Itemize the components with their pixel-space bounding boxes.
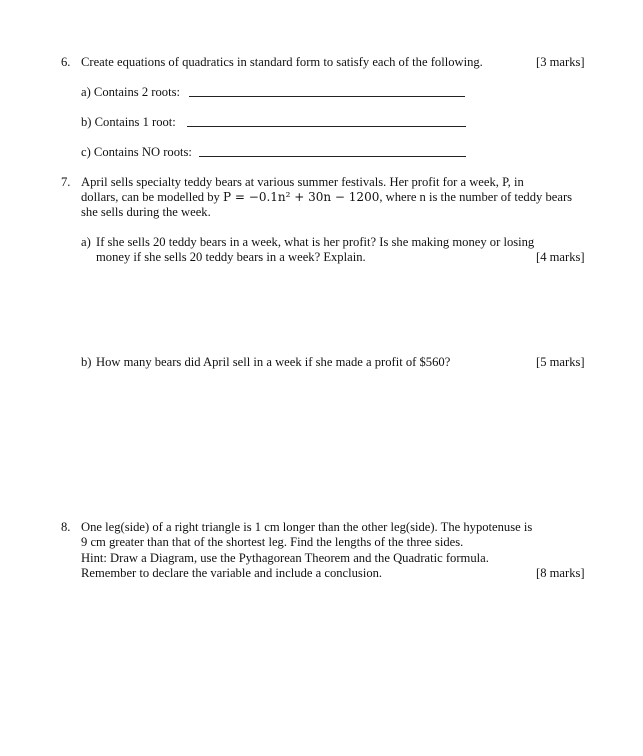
- q7-part-a-line-2: money if she sells 20 teddy bears in a week? Explain.: [96, 250, 366, 264]
- q7-part-a-marks: [4 marks]: [536, 250, 585, 264]
- q7-line-3: she sells during the week.: [81, 205, 211, 219]
- q7-line-1: April sells specialty teddy bears at various summer festivals. Her profit for a week, P, in: [81, 175, 524, 189]
- q6-number: 6.: [61, 55, 71, 69]
- q7-line-2-post: , where n is the number of teddy bears: [379, 190, 573, 204]
- q8-line-2: 9 cm greater than that of the shortest leg. Find the lengths of the three sides.: [81, 535, 464, 549]
- q6-part-c-label: c) Contains NO roots:: [81, 145, 192, 159]
- q8-number: 8.: [61, 520, 71, 534]
- q6-prompt: Create equations of quadratics in standard form to satisfy each of the following.: [81, 55, 483, 69]
- q8-line-1: One leg(side) of a right triangle is 1 cm longer than the other leg(side). The hypotenuse is: [81, 520, 533, 534]
- q7-part-b-marks: [5 marks]: [536, 355, 585, 369]
- q6-part-a-answer-line[interactable]: [189, 96, 465, 97]
- q6-part-c-answer-line[interactable]: [199, 156, 466, 157]
- q7-part-a-label: a): [81, 235, 91, 249]
- profit-equation: P = −0.1n² + 30n − 1200: [223, 190, 380, 204]
- q6-part-a-label: a) Contains 2 roots:: [81, 85, 180, 99]
- q7-part-b-label: b): [81, 355, 92, 369]
- q7-number: 7.: [61, 175, 71, 189]
- q8-marks: [8 marks]: [536, 566, 585, 580]
- q7-part-b-text: How many bears did April sell in a week if she made a profit of $560?: [96, 355, 451, 369]
- q7-part-a-line-1: If she sells 20 teddy bears in a week, what is her profit? Is she making money or losing: [96, 235, 535, 249]
- q7-line-2-pre: dollars, can be modelled by: [81, 190, 220, 204]
- q8-line-4: Remember to declare the variable and include a conclusion.: [81, 566, 383, 580]
- q6-part-b-answer-line[interactable]: [187, 126, 466, 127]
- q7-line-2: [81, 190, 572, 205]
- q8-line-3: Hint: Draw a Diagram, use the Pythagorean Theorem and the Quadratic formula.: [81, 551, 489, 565]
- q6-marks: [3 marks]: [536, 55, 585, 69]
- q6-part-b-label: b) Contains 1 root:: [81, 115, 176, 129]
